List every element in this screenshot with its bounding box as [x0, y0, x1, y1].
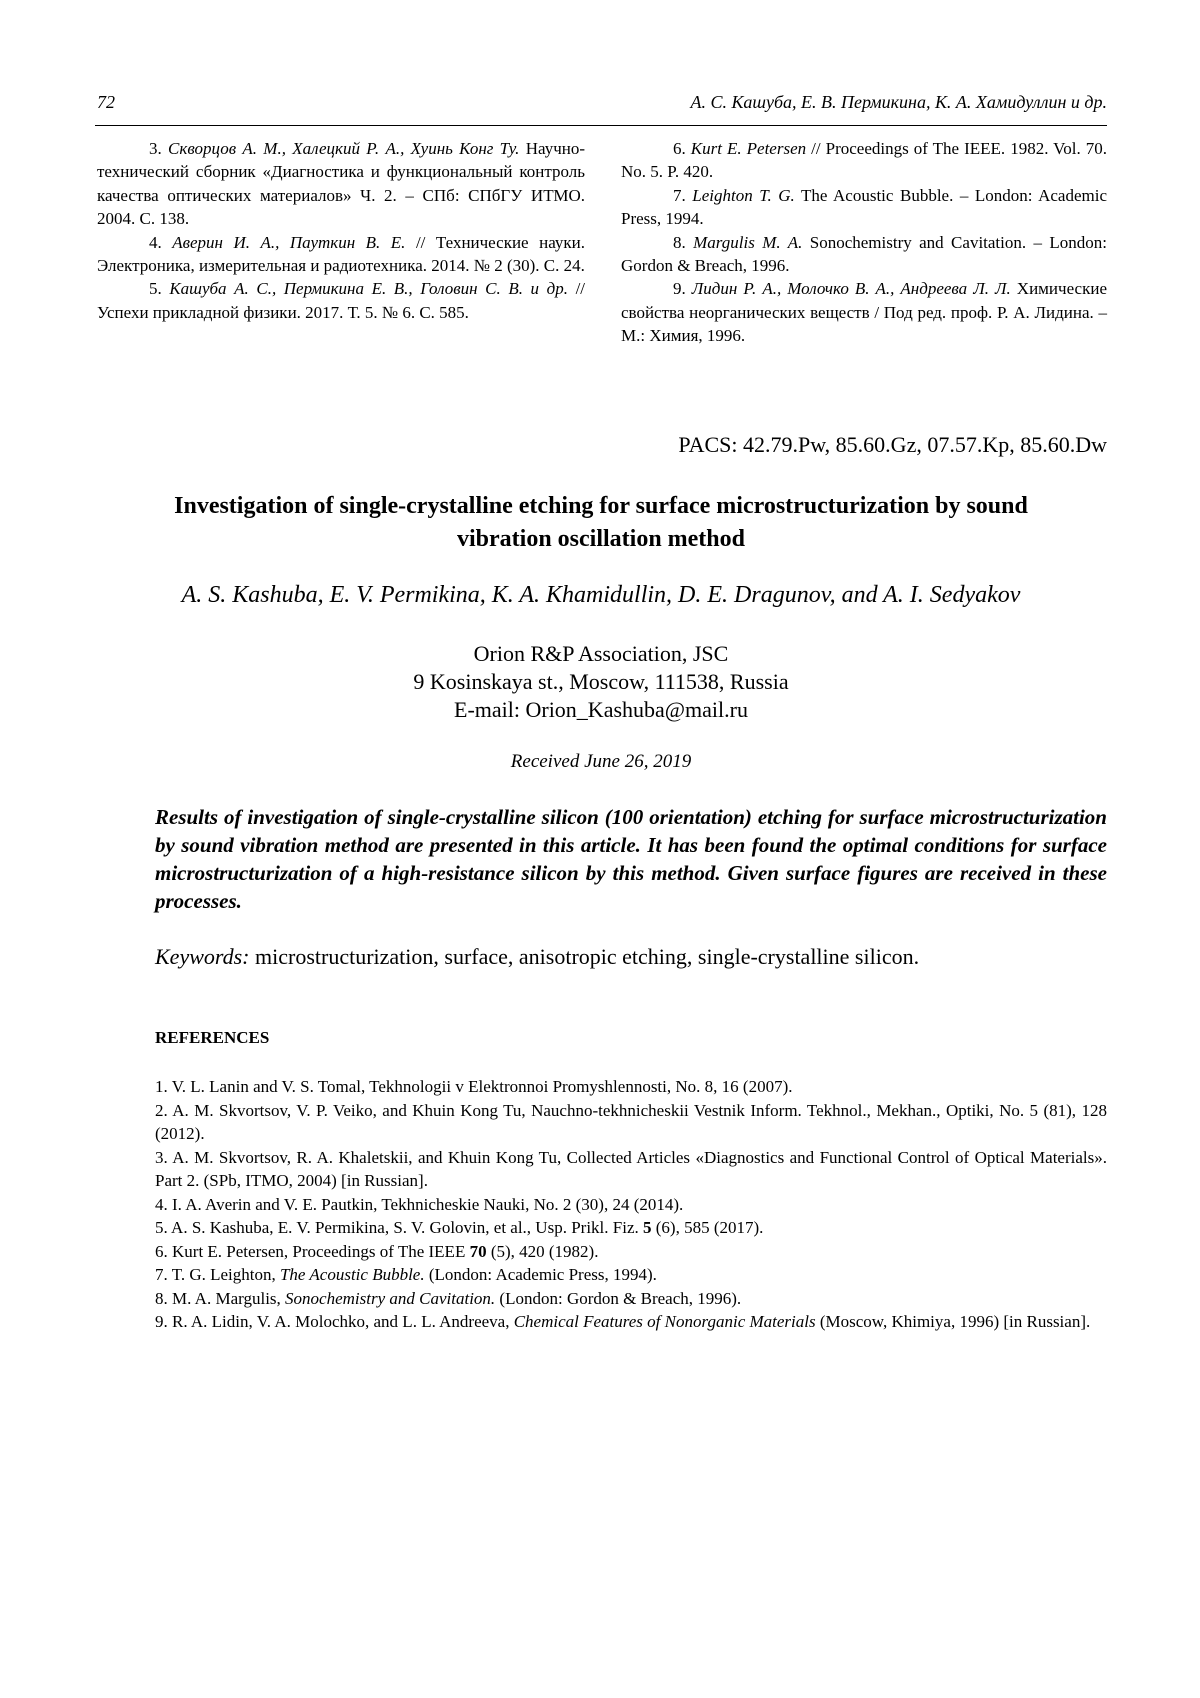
affiliation-email: E-mail: Orion_Kashuba@mail.ru	[90, 696, 1112, 724]
ru-reference-7: 7. Leighton T. G. The Acoustic Bubble. – London: Academic Press, 1994.	[621, 184, 1107, 231]
ru-reference-9: 9. Лидин Р. А., Молочко В. А., Андреева Л. Л. Химические свойства неорганических веществ / Под ред. проф. Р. А. Лидина. – М.: Химия, 1996.	[621, 277, 1107, 347]
article-title-line-1: Investigation of single-crystalline etching for surface microstructurization by sound	[90, 490, 1112, 523]
reference-1: 1. V. L. Lanin and V. S. Tomal, Tekhnologii v Elektronnoi Promyshlennosti, No. 8, 16 (2007).	[155, 1075, 1107, 1099]
received-date: Received June 26, 2019	[90, 751, 1112, 773]
ru-reference-5: 5. Кашуба А. С., Пермикина Е. В., Головин С. В. и др. // Успехи прикладной физики. 2017. Т. 5. № 6. С. 585.	[97, 277, 585, 324]
keywords-label: Keywords:	[155, 944, 250, 969]
affiliation-organization: Orion R&P Association, JSC	[90, 640, 1112, 668]
ru-reference-8: 8. Margulis M. A. Sonochemistry and Cavitation. – London: Gordon & Breach, 1996.	[621, 231, 1107, 278]
affiliation-address: 9 Kosinskaya st., Moscow, 111538, Russia	[90, 668, 1112, 696]
keywords	[155, 944, 1107, 970]
reference-6: 6. Kurt E. Petersen, Proceedings of The IEEE 70 (5), 420 (1982).	[155, 1240, 1107, 1264]
affiliation	[90, 640, 1112, 724]
article-title	[90, 490, 1112, 556]
reference-7: 7. T. G. Leighton, The Acoustic Bubble. (London: Academic Press, 1994).	[155, 1263, 1107, 1287]
running-header	[97, 92, 1107, 118]
references-heading: REFERENCES	[155, 1028, 269, 1048]
journal-page	[0, 0, 1200, 1698]
reference-9: 9. R. A. Lidin, V. A. Molochko, and L. L. Andreeva, Chemical Features of Nonorganic Materials (Moscow, Khimiya, 1996) [in Russian].	[155, 1310, 1107, 1334]
ru-reference-3: 3. Скворцов А. М., Халецкий Р. А., Хуинь Конг Ту. Научно-технический сборник «Диагностика и функциональный контроль качества оптических материалов» Ч. 2. – СПб: СПбГУ ИТМО. 2004. С. 138.	[97, 137, 585, 231]
pacs-codes: PACS: 42.79.Pw, 85.60.Gz, 07.57.Kp, 85.60.Dw	[678, 432, 1107, 458]
keywords-list: microstructurization, surface, anisotropic etching, single-crystalline silicon.	[255, 944, 919, 969]
references-list	[155, 1075, 1107, 1334]
ru-reference-4: 4. Аверин И. А., Пауткин В. Е. // Технические науки. Электроника, измерительная и радиотехника. 2014. № 2 (30). С. 24.	[97, 231, 585, 278]
reference-5: 5. A. S. Kashuba, E. V. Permikina, S. V. Golovin, et al., Usp. Prikl. Fiz. 5 (6), 585 (2017).	[155, 1216, 1107, 1240]
article-authors: A. S. Kashuba, E. V. Permikina, K. A. Khamidullin, D. E. Dragunov, and A. I. Sedyakov	[90, 582, 1112, 609]
ru-references-left-column	[97, 137, 585, 324]
reference-2: 2. A. M. Skvortsov, V. P. Veiko, and Khuin Kong Tu, Nauchno-tekhnicheskii Vestnik Inform. Tekhnol., Mekhan., Optiki, No. 5 (81), 128 (2012).	[155, 1099, 1107, 1146]
reference-3: 3. A. M. Skvortsov, R. A. Khaletskii, and Khuin Kong Tu, Collected Articles «Diagnostics and Functional Control of Optical Materials». Part 2. (SPb, ITMO, 2004) [in Russian].	[155, 1146, 1107, 1193]
ru-reference-6: 6. Kurt E. Petersen // Proceedings of The IEEE. 1982. Vol. 70. No. 5. P. 420.	[621, 137, 1107, 184]
ru-references-right-column	[621, 137, 1107, 348]
running-header-authors: А. С. Кашуба, Е. В. Пермикина, К. А. Хамидуллин и др.	[690, 92, 1107, 113]
abstract: Results of investigation of single-crystalline silicon (100 orientation) etching for surface microstructurization by sound vibration method are presented in this article. It has been found the optimal conditions for surface microstructurization of a high-resistance silicon by this method. Given surface figures are received in these processes.	[155, 803, 1107, 915]
header-rule	[95, 125, 1107, 126]
reference-4: 4. I. A. Averin and V. E. Pautkin, Tekhnicheskie Nauki, No. 2 (30), 24 (2014).	[155, 1193, 1107, 1217]
reference-8: 8. M. A. Margulis, Sonochemistry and Cavitation. (London: Gordon & Breach, 1996).	[155, 1287, 1107, 1311]
article-title-line-2: vibration oscillation method	[90, 523, 1112, 556]
page-number: 72	[97, 92, 115, 113]
